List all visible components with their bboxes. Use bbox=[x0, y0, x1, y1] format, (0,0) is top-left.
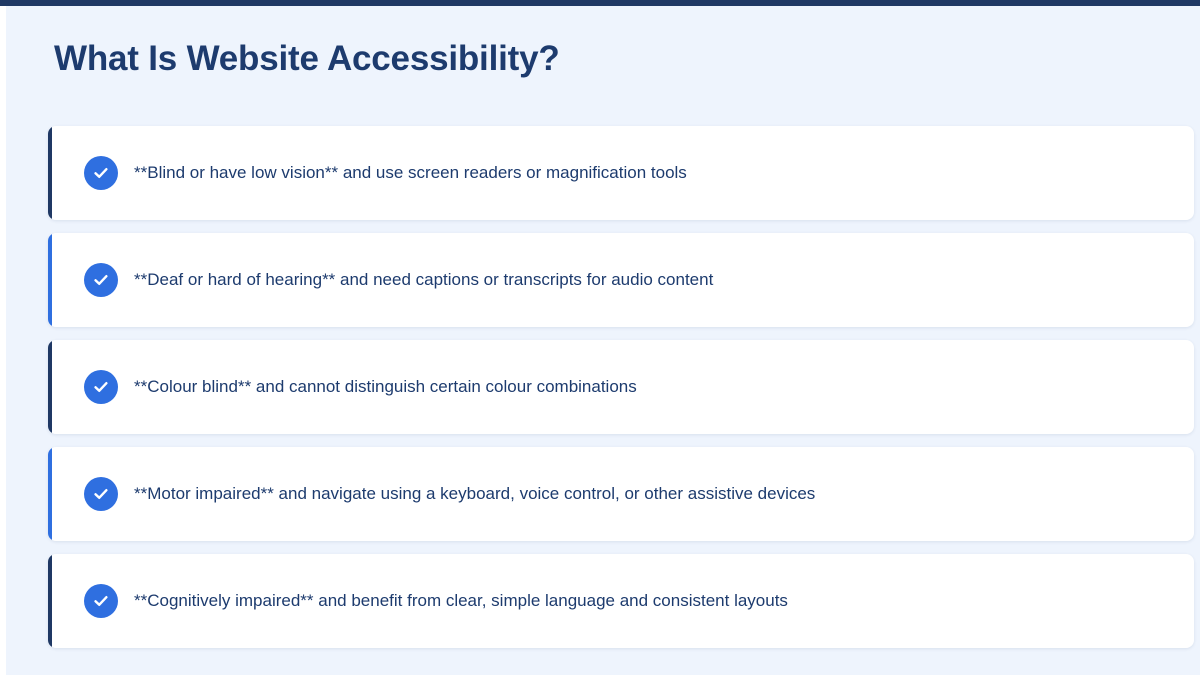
page-title: What Is Website Accessibility? bbox=[54, 39, 560, 78]
check-circle-icon bbox=[84, 156, 118, 190]
list-item bbox=[48, 554, 1194, 648]
list-item-label: **Colour blind** and cannot distinguish certain colour combinations bbox=[134, 376, 637, 396]
list-item-label: **Motor impaired** and navigate using a keyboard, voice control, or other assistive devices bbox=[134, 483, 816, 503]
list-item bbox=[48, 340, 1194, 434]
list-item-label: **Deaf or hard of hearing** and need captions or transcripts for audio content bbox=[134, 269, 714, 289]
list-item bbox=[48, 126, 1194, 220]
item-accent-bar bbox=[48, 447, 52, 541]
list-item bbox=[48, 447, 1194, 541]
check-circle-icon bbox=[84, 370, 118, 404]
check-circle-icon bbox=[84, 263, 118, 297]
list-item bbox=[48, 233, 1194, 327]
item-accent-bar bbox=[48, 233, 52, 327]
slide-content bbox=[6, 6, 1200, 675]
list-item-label: **Blind or have low vision** and use screen readers or magnification tools bbox=[134, 162, 687, 182]
item-accent-bar bbox=[48, 554, 52, 648]
item-accent-bar bbox=[48, 340, 52, 434]
accessibility-list bbox=[48, 126, 1172, 648]
check-circle-icon bbox=[84, 477, 118, 511]
check-circle-icon bbox=[84, 584, 118, 618]
list-item-label: **Cognitively impaired** and benefit from clear, simple language and consistent layouts bbox=[134, 590, 788, 610]
item-accent-bar bbox=[48, 126, 52, 220]
